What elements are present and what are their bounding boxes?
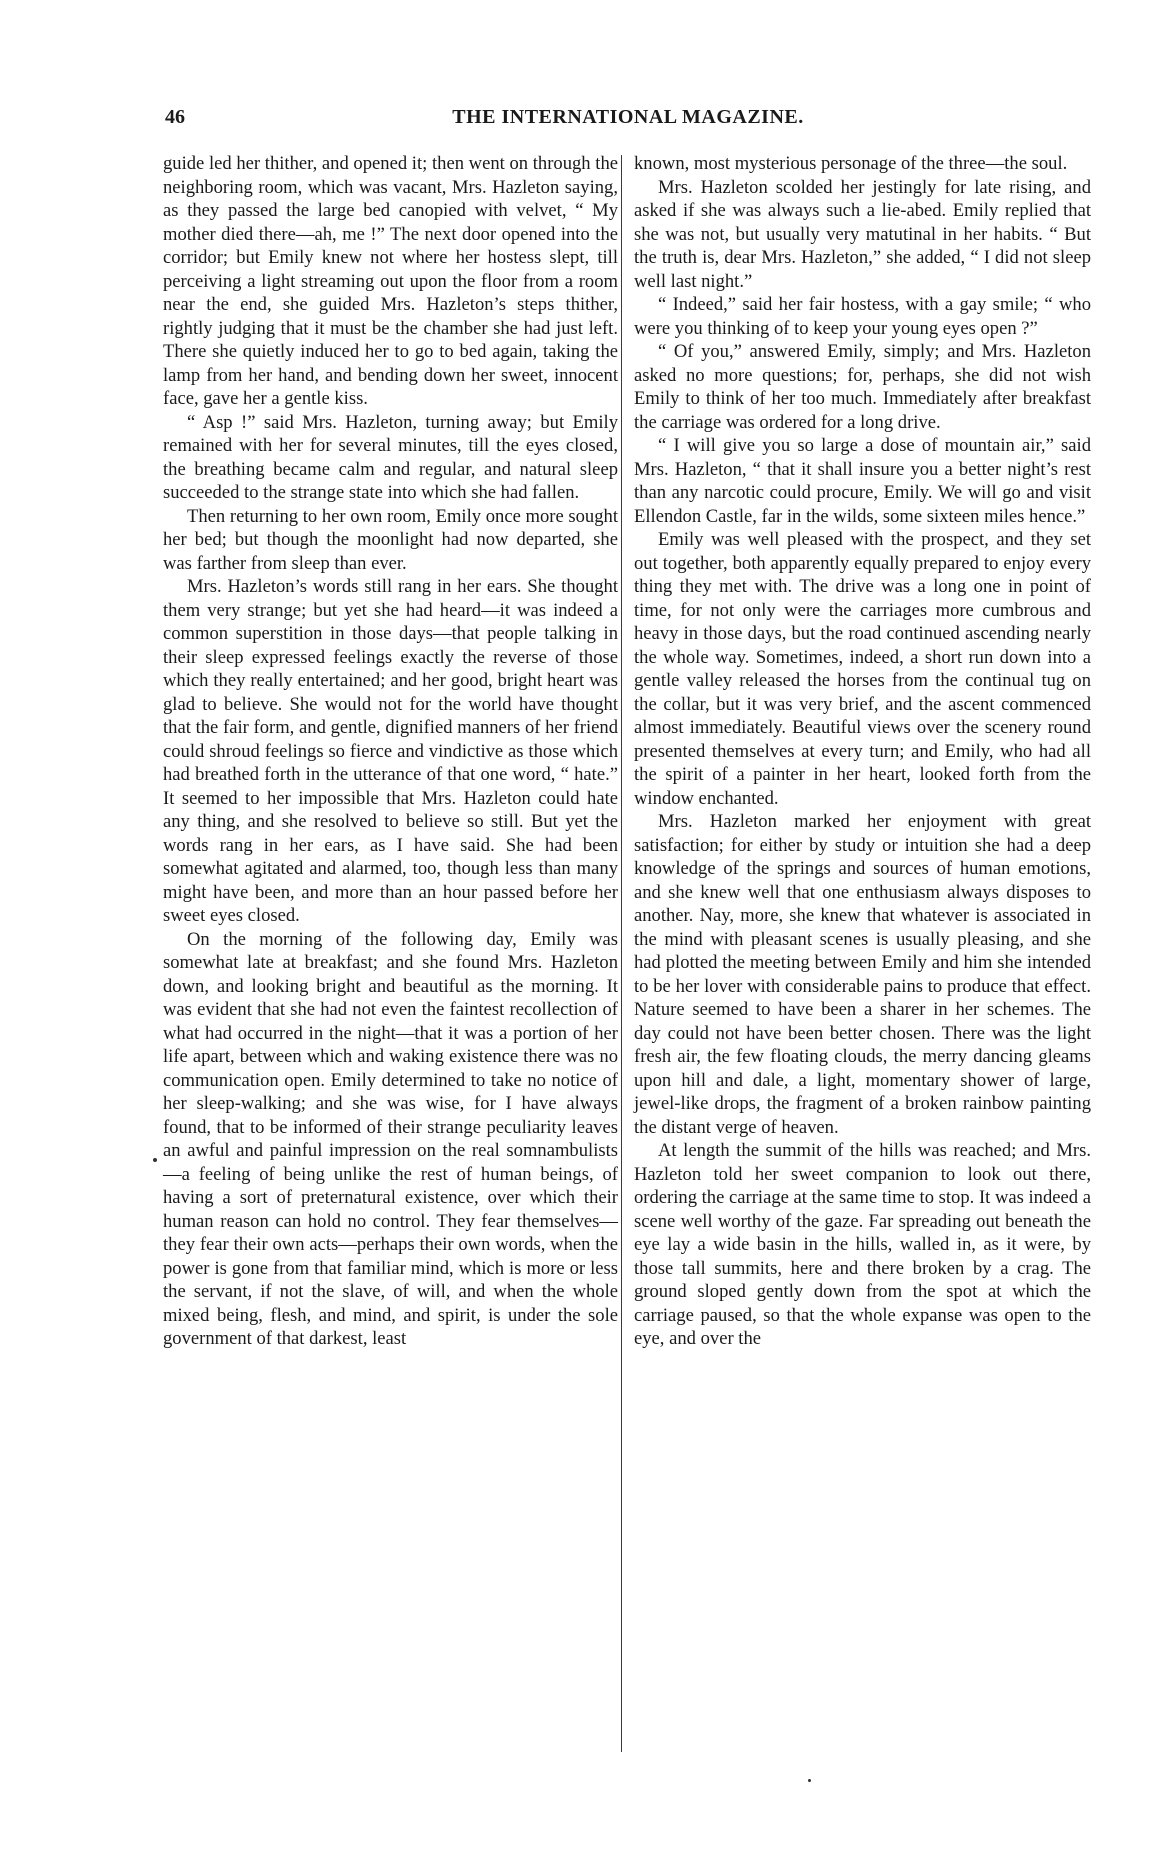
paragraph: “ Of you,” answered Emily, simply; and Mrs. Hazleton asked no more questions; for, perhaps, she did not wish Emily to think of her too much. Immediately after breakfast the carriage was ordered for a long drive. [634, 341, 1091, 433]
right-column [634, 152, 1091, 1351]
paragraph: Mrs. Hazleton scolded her jestingly for late rising, and asked if she was always such a lie-abed. Emily replied that she was not, but usually very matutinal in her habits. “ But the truth is, dear Mrs. Hazleton,” she added, “ I did not sleep well last night.” [634, 176, 1091, 292]
ink-speck [153, 1158, 157, 1162]
page-number: 46 [165, 106, 185, 128]
paragraph: guide led her thither, and opened it; then went on through the neighboring room, which was vacant, Mrs. Hazleton saying, as they passed the large bed canopied with velvet, “ My mother died there—ah, me !” The next door opened into the corridor; but Emily knew not where her hostess slept, till perceiving a light streaming out upon the floor from a room near the end, she guided Mrs. Hazleton’s steps thither, rightly judging that it must be the chamber she had just left. There she quietly induced her to go to bed again, taking the lamp from her hand, and bending down her sweet, innocent face, gave her a gentle kiss. [163, 153, 618, 409]
paragraph: Mrs. Hazleton’s words still rang in her ears. She thought them very strange; but yet she had heard—it was indeed a common superstition in those days—that people talking in their sleep expressed feelings exactly the reverse of those which they really entertained; and her good, bright heart was glad to believe. She would not for the world have thought that the fair form, and gentle, dignified manners of her friend could shroud feelings so fierce and vindictive as those which had breathed forth in the utterance of that one word, “ hate.” It seemed to her impossible that Mrs. Hazleton could hate any thing, and she resolved to believe so still. But yet the words rang in her ears, as I have said. She had been somewhat agitated and alarmed, too, though less than many might have been, and more than an hour passed before her sweet eyes closed. [163, 576, 618, 926]
paragraph: Mrs. Hazleton marked her enjoyment with great satisfaction; for either by study or intuition she had a deep knowledge of the springs and sources of human emotions, and she knew well that one enthusiasm always disposes to another. Nay, more, she knew that whatever is associated in the mind with pleasant scenes is usually pleasing, and she had plotted the meeting between Emily and him she intended to be her lover with considerable pains to produce that effect. Nature seemed to have been a sharer in her schemes. The day could not have been better chosen. There was the light fresh air, the few floating clouds, the merry dancing gleams upon hill and dale, a light, momentary shower of large, jewel-like drops, the fragment of a broken rainbow painting the distant verge of heaven. [634, 811, 1091, 1138]
paragraph: Then returning to her own room, Emily once more sought her bed; but though the moonlight had now departed, she was farther from sleep than ever. [163, 505, 618, 574]
paragraph: “ Asp !” said Mrs. Hazleton, turning away; but Emily remained with her for several minutes, till the eyes closed, the breathing became calm and regular, and natural sleep succeeded to the strange state into which she had fallen. [163, 411, 618, 503]
paragraph: At length the summit of the hills was reached; and Mrs. Hazleton told her sweet companion to look out there, ordering the carriage at the same time to stop. It was indeed a scene well worthy of the gaze. Far spreading out beneath the eye lay a wide basin in the hills, walled in, as it were, by those tall summits, here and there broken by a crag. The ground sloped gently down from the spot at which the carriage paused, so that the whole expanse was open to the eye, and over the [634, 1140, 1091, 1349]
paragraph: “ I will give you so large a dose of mountain air,” said Mrs. Hazleton, “ that it shall insure you a better night’s rest than any narcotic could procure, Emily. We will go and visit Ellendon Castle, far in the wilds, some sixteen miles hence.” [634, 435, 1091, 527]
running-head: THE INTERNATIONAL MAGAZINE. [452, 106, 804, 128]
column-divider [621, 155, 622, 1752]
paragraph: On the morning of the following day, Emily was somewhat late at breakfast; and she found Mrs. Hazleton down, and looking bright and beautiful as the morning. It was evident that she had not even the faintest recollection of what had occurred in the night—that it was a portion of her life apart, between which and waking existence there was no communication open. Emily determined to take no notice of her sleep-walking; and she was wise, for I have always found, that to be informed of their strange peculiarity leaves an awful and painful impression on the real somnambulists—a feeling of being unlike the rest of human beings, of having a sort of preternatural existence, over which their human reason can hold no control. They fear themselves—they fear their own acts—perhaps their own words, when the power is gone from that familiar mind, which is more or less the servant, if not the slave, of will, and when the whole mixed being, flesh, and mind, and spirit, is under the sole government of that darkest, least [163, 928, 618, 1349]
paragraph: known, most mysterious personage of the three—the soul. [634, 153, 1068, 174]
ink-speck [808, 1779, 811, 1782]
paragraph: “ Indeed,” said her fair hostess, with a gay smile; “ who were you thinking of to keep your young eyes open ?” [634, 294, 1091, 339]
paragraph: Emily was well pleased with the prospect, and they set out together, both apparently equally prepared to enjoy every thing they met with. The drive was a long one in point of time, for not only were the carriages more cumbrous and heavy in those days, but the road continued ascending nearly the whole way. Sometimes, indeed, a short run down into a gentle valley released the horses from the continual tug on the collar, but it was very brief, and the ascent commenced almost immediately. Beautiful views over the scenery round presented themselves at every turn; and Emily, who had all the spirit of a painter in her heart, looked forth from the window enchanted. [634, 529, 1091, 809]
left-column [163, 152, 618, 1351]
page-header [165, 104, 1091, 132]
